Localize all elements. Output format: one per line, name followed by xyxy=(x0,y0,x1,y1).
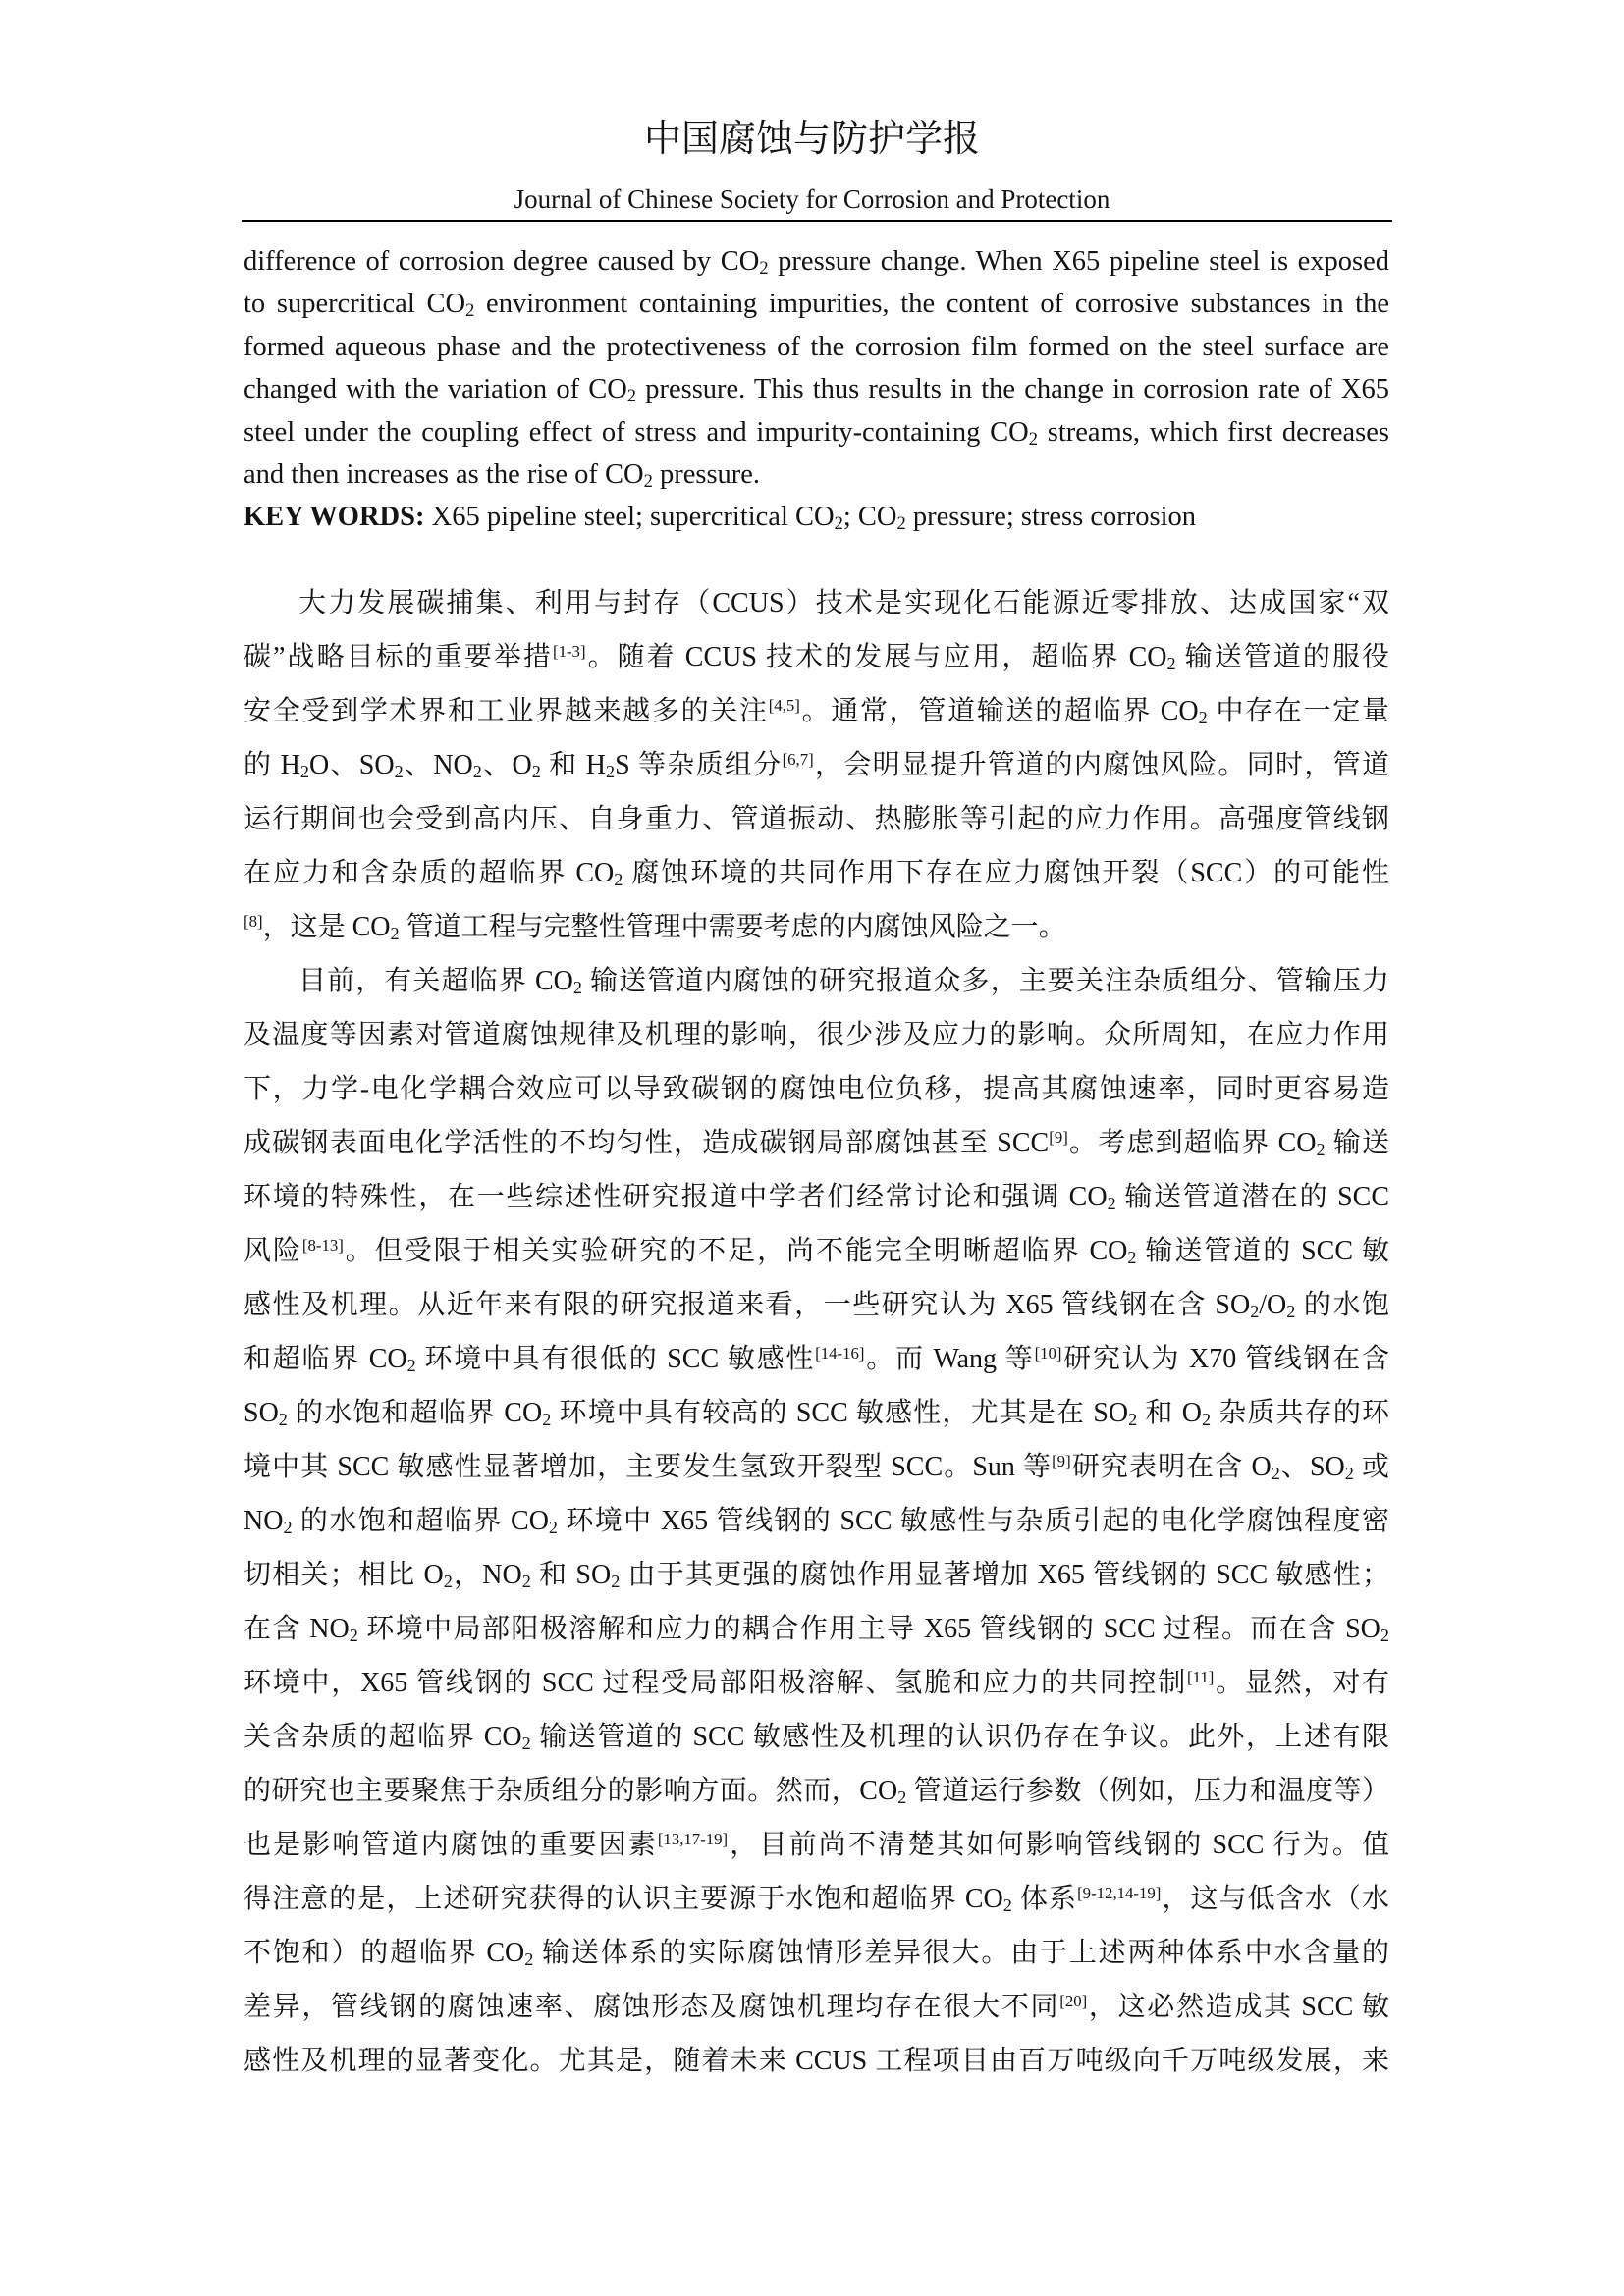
text-run: environment containing impurities, the content of corrosive substances in the xyxy=(474,289,1389,320)
text-run: ，这是 CO xyxy=(262,912,391,942)
text-line xyxy=(244,1116,1389,1170)
text-run: pressure; stress corrosion xyxy=(905,502,1196,533)
citation-superscript: [4,5] xyxy=(768,695,800,715)
subscript: 2 xyxy=(897,1788,907,1807)
text-run: changed with the variation of CO xyxy=(244,374,627,405)
text-line xyxy=(244,684,1389,738)
text-run: /O xyxy=(1259,1290,1287,1320)
text-line xyxy=(244,2034,1389,2088)
text-run: NO xyxy=(244,1506,284,1536)
text-run: 环境中局部阳极溶解和应力的耦合作用主导 X65 管线钢的 SCC 过程。而在含 SO xyxy=(357,1614,1380,1644)
text-run: ，目前尚不清楚其如何影响管线钢的 SCC 行为。值 xyxy=(728,1830,1389,1860)
text-run: 中存在一定量 xyxy=(1207,696,1389,726)
text-line xyxy=(244,1764,1389,1818)
text-run: 不饱和）的超临界 CO xyxy=(244,1938,525,1968)
subscript: 2 xyxy=(1271,1464,1280,1483)
subscript: 2 xyxy=(1344,1464,1354,1483)
text-run: ，这必然造成其 SCC 敏 xyxy=(1087,1992,1389,2022)
text-run: 环境中具有很低的 SCC 敏感性 xyxy=(415,1344,816,1374)
text-run: 和 SO xyxy=(530,1560,612,1590)
subscript: 2 xyxy=(1002,1896,1012,1915)
text-run: 输送管道的 SCC 敏感性及机理的认识仍存在争议。此外，上述有限 xyxy=(530,1722,1389,1752)
text-run: 的水饱和超临界 CO xyxy=(287,1398,543,1428)
subscript: 2 xyxy=(1198,708,1208,727)
text-run: 安全受到学术界和工业界越来越多的关注 xyxy=(244,696,769,726)
text-run: 和 O xyxy=(1137,1398,1202,1428)
subscript: 2 xyxy=(542,1410,552,1429)
subscript: 2 xyxy=(1250,1302,1260,1321)
text-line xyxy=(244,1008,1389,1062)
text-run: 或 xyxy=(1353,1452,1389,1482)
text-run: 碳”战略目标的重要举措 xyxy=(244,642,553,672)
text-run: 在含 NO xyxy=(244,1614,350,1644)
text-line xyxy=(244,1980,1389,2034)
subscript: 2 xyxy=(406,1356,416,1375)
subscript: 2 xyxy=(606,762,616,781)
citation-superscript: [20] xyxy=(1059,1991,1088,2010)
text-run: 和 H xyxy=(540,750,606,780)
journal-title-english: Journal of Chinese Society for Corrosion and Protection xyxy=(514,185,1110,214)
text-run: 风险 xyxy=(244,1236,302,1266)
text-line xyxy=(244,326,1389,368)
text-run: 输送管道潜在的 SCC xyxy=(1115,1182,1389,1212)
text-run: 输送体系的实际腐蚀情形差异很大。由于上述两种体系中水含量的 xyxy=(533,1938,1389,1968)
text-run: S 等杂质组分 xyxy=(615,750,783,780)
text-run: difference of corrosion degree caused by CO xyxy=(244,246,760,277)
text-run: 的水饱和超临界 CO xyxy=(292,1506,549,1536)
text-line xyxy=(244,630,1389,684)
subscript: 2 xyxy=(390,924,400,943)
subscript: 2 xyxy=(349,1626,358,1645)
text-run: 杂质共存的环 xyxy=(1211,1398,1389,1428)
text-run: 的 H xyxy=(244,750,300,780)
text-run: 关含杂质的超临界 CO xyxy=(244,1722,522,1752)
text-line xyxy=(244,1062,1389,1116)
text-run: 环境的特殊性，在一些综述性研究报道中学者们经常讨论和强调 CO xyxy=(244,1182,1108,1212)
keywords-label: KEY WORDS: xyxy=(244,502,425,533)
citation-superscript: [13,17-19] xyxy=(657,1829,729,1848)
subscript: 2 xyxy=(1166,654,1176,673)
text-line xyxy=(244,240,1389,283)
text-run: 得注意的是，上述研究获得的认识主要源于水饱和超临界 CO xyxy=(244,1884,1003,1914)
text-run: O、SO xyxy=(308,750,395,780)
text-run: 大力发展碳捕集、利用与封存（CCUS）技术是实现化石能源近零排放、达成国家“双 xyxy=(298,588,1389,618)
text-run: 。但受限于相关实验研究的不足，尚不能完全明晰超临界 CO xyxy=(343,1236,1128,1266)
text-line xyxy=(244,1818,1389,1872)
subscript: 2 xyxy=(1201,1410,1212,1429)
text-line xyxy=(244,1170,1389,1224)
body-paragraph xyxy=(244,954,1389,2088)
text-line xyxy=(244,411,1389,454)
text-run: ，会明显提升管道的内腐蚀风险。同时，管道 xyxy=(813,750,1389,780)
text-run: ，NO xyxy=(452,1560,522,1590)
subscript: 2 xyxy=(834,513,843,535)
text-run: formed aqueous phase and the protectiveness of the corrosion film formed on the steel surface are xyxy=(244,331,1389,362)
subscript: 2 xyxy=(443,1572,453,1591)
text-run: steel under the coupling effect of stress and impurity-containing CO xyxy=(244,416,1029,448)
text-line xyxy=(244,846,1389,900)
citation-superscript: [9] xyxy=(1052,1451,1071,1470)
text-run: X65 pipeline steel; supercritical CO xyxy=(424,502,835,533)
text-run: ，这与低含水（水 xyxy=(1161,1884,1389,1914)
text-line xyxy=(244,1332,1389,1386)
text-run: 下，力学-电化学耦合效应可以导致碳钢的腐蚀电位负移，提高其腐蚀速率，同时更容易造 xyxy=(244,1074,1389,1104)
text-line xyxy=(244,283,1389,325)
citation-superscript: [6,7] xyxy=(782,749,814,769)
text-run: and then increases as the rise of CO xyxy=(244,459,644,491)
subscript: 2 xyxy=(643,471,653,493)
text-run: 研究表明在含 O xyxy=(1070,1452,1272,1482)
subscript: 2 xyxy=(548,1518,559,1537)
text-line xyxy=(244,1710,1389,1764)
subscript: 2 xyxy=(521,1734,531,1753)
text-run: 、O xyxy=(481,750,532,780)
text-line xyxy=(244,1278,1389,1332)
text-run: 和超临界 CO xyxy=(244,1344,407,1374)
text-line xyxy=(244,1224,1389,1278)
text-run: 输送管道的服役 xyxy=(1175,642,1389,672)
text-run: 研究认为 X70 管线钢在含 xyxy=(1061,1344,1389,1374)
text-run: 差异，管线钢的腐蚀速率、腐蚀形态及腐蚀机理均存在很大不同 xyxy=(244,1992,1060,2022)
text-run: 管道工程与完整性管理中需要考虑的内腐蚀风险之一。 xyxy=(399,912,1066,942)
text-run: 的研究也主要聚焦于杂质组分的影响方面。然而，CO xyxy=(244,1776,898,1806)
citation-superscript: [11] xyxy=(1187,1667,1215,1686)
text-line xyxy=(244,576,1389,630)
text-run: 由于其更强的腐蚀作用显著增加 X65 管线钢的 SCC 敏感性； xyxy=(620,1560,1389,1590)
text-run: pressure. xyxy=(652,459,761,491)
text-line xyxy=(244,1926,1389,1980)
subscript: 2 xyxy=(472,762,482,781)
text-run: 、SO xyxy=(1279,1452,1345,1482)
text-line xyxy=(244,1548,1389,1602)
text-line xyxy=(244,1872,1389,1926)
text-line xyxy=(244,1440,1389,1494)
text-run: 环境中具有较高的 SCC 敏感性，尤其是在 SO xyxy=(551,1398,1129,1428)
subscript: 2 xyxy=(896,513,906,535)
text-run: pressure. This thus results in the change in corrosion rate of X65 xyxy=(636,374,1390,405)
subscript: 2 xyxy=(1286,1302,1296,1321)
body-paragraph xyxy=(244,576,1389,954)
text-run: 。显然，对有 xyxy=(1214,1668,1389,1698)
text-run: SO xyxy=(244,1398,279,1428)
subscript: 2 xyxy=(278,1410,288,1429)
subscript: 2 xyxy=(1316,1140,1326,1159)
text-run: 腐蚀环境的共同作用下存在应力腐蚀开裂（SCC）的可能性 xyxy=(623,858,1389,888)
text-line xyxy=(244,454,1389,496)
text-line xyxy=(244,1602,1389,1656)
text-run: 也是影响管道内腐蚀的重要因素 xyxy=(244,1830,658,1860)
text-run: 管道运行参数（例如，压力和温度等） xyxy=(906,1776,1389,1806)
subscript: 2 xyxy=(626,386,637,407)
text-run: 境中其 SCC 敏感性显著增加，主要发生氢致开裂型 SCC。Sun 等 xyxy=(244,1452,1053,1482)
text-line xyxy=(244,368,1389,410)
subscript: 2 xyxy=(524,1949,534,1969)
subscript: 2 xyxy=(531,762,541,781)
subscript: 2 xyxy=(1380,1626,1389,1645)
text-run: 成碳钢表面电化学活性的不均匀性，造成碳钢局部腐蚀甚至 SCC xyxy=(244,1128,1050,1158)
text-run: 环境中，X65 管线钢的 SCC 过程受局部阳极溶解、氢脆和应力的共同控制 xyxy=(244,1668,1188,1698)
text-run: 。随着 CCUS 技术的发展与应用，超临界 CO xyxy=(585,642,1167,672)
subscript: 2 xyxy=(1028,428,1038,450)
subscript: 2 xyxy=(611,1572,621,1591)
subscript: 2 xyxy=(614,870,623,889)
text-run: 。通常，管道输送的超临界 CO xyxy=(799,696,1199,726)
text-run: 目前，有关超临界 CO xyxy=(298,966,573,996)
text-run: 感性及机理。从近年来有限的研究报道来看，一些研究认为 X65 管线钢在含 SO xyxy=(244,1290,1251,1320)
abstract-section xyxy=(244,240,1389,539)
journal-title: 中国腐蚀与防护学报 xyxy=(643,119,980,160)
subscript: 2 xyxy=(572,978,582,997)
subscript: 2 xyxy=(1107,1194,1116,1213)
citation-superscript: [8-13] xyxy=(301,1235,344,1255)
citation-superscript: [9] xyxy=(1049,1127,1068,1147)
text-run: 输送管道的 SCC 敏 xyxy=(1136,1236,1389,1266)
text-run: 运行期间也会受到高内压、自身重力、管道振动、热膨胀等引起的应力作用。高强度管线钢 xyxy=(244,804,1389,834)
text-run: streams, which first decreases xyxy=(1038,416,1389,448)
citation-superscript: [1-3] xyxy=(552,641,586,661)
text-run: to supercritical CO xyxy=(244,289,466,320)
text-run: 切相关；相比 O xyxy=(244,1560,444,1590)
text-run: 在应力和含杂质的超临界 CO xyxy=(244,858,615,888)
text-run: 、NO xyxy=(403,750,473,780)
text-run: 环境中 X65 管线钢的 SCC 敏感性与杂质引起的电化学腐蚀程度密 xyxy=(558,1506,1389,1536)
text-run: 的水饱 xyxy=(1295,1290,1389,1320)
subscript: 2 xyxy=(283,1518,293,1537)
subscript: 2 xyxy=(521,1572,531,1591)
citation-superscript: [10] xyxy=(1034,1343,1062,1362)
subscript: 2 xyxy=(394,762,404,781)
text-line xyxy=(244,954,1389,1008)
text-run: 输送 xyxy=(1325,1128,1389,1158)
text-line xyxy=(244,900,1389,954)
abstract-paragraph xyxy=(244,240,1389,496)
text-run: 及温度等因素对管道腐蚀规律及机理的影响，很少涉及应力的影响。众所周知，在应力作用 xyxy=(244,1020,1389,1050)
text-run: 感性及机理的显著变化。尤其是，随着未来 CCUS 工程项目由百万吨级向千万吨级发展，来 xyxy=(244,2046,1389,2076)
keywords-paragraph xyxy=(244,496,1389,538)
citation-superscript: [14-16] xyxy=(815,1343,865,1362)
text-line xyxy=(244,738,1389,792)
text-line xyxy=(244,792,1389,846)
text-line xyxy=(244,1386,1389,1440)
text-run: 。而 Wang 等 xyxy=(864,1344,1035,1374)
text-run: pressure change. When X65 pipeline steel is exposed xyxy=(768,246,1389,277)
text-line xyxy=(244,496,1389,538)
text-run: 输送管道内腐蚀的研究报道众多，主要关注杂质组分、管输压力 xyxy=(581,966,1389,996)
subscript: 2 xyxy=(299,762,309,781)
text-run: ; CO xyxy=(842,502,897,533)
text-run: 体系 xyxy=(1011,1884,1078,1914)
citation-superscript: [8] xyxy=(244,911,263,931)
body-text xyxy=(244,576,1389,2088)
subscript: 2 xyxy=(465,300,475,322)
subscript: 2 xyxy=(1128,1410,1138,1429)
subscript: 2 xyxy=(759,258,769,280)
citation-superscript: [9-12,14-19] xyxy=(1077,1883,1162,1902)
text-line xyxy=(244,1494,1389,1548)
header-rule xyxy=(242,220,1392,222)
text-run: 。考虑到超临界 CO xyxy=(1067,1128,1317,1158)
text-line xyxy=(244,1656,1389,1710)
subscript: 2 xyxy=(1127,1248,1137,1267)
